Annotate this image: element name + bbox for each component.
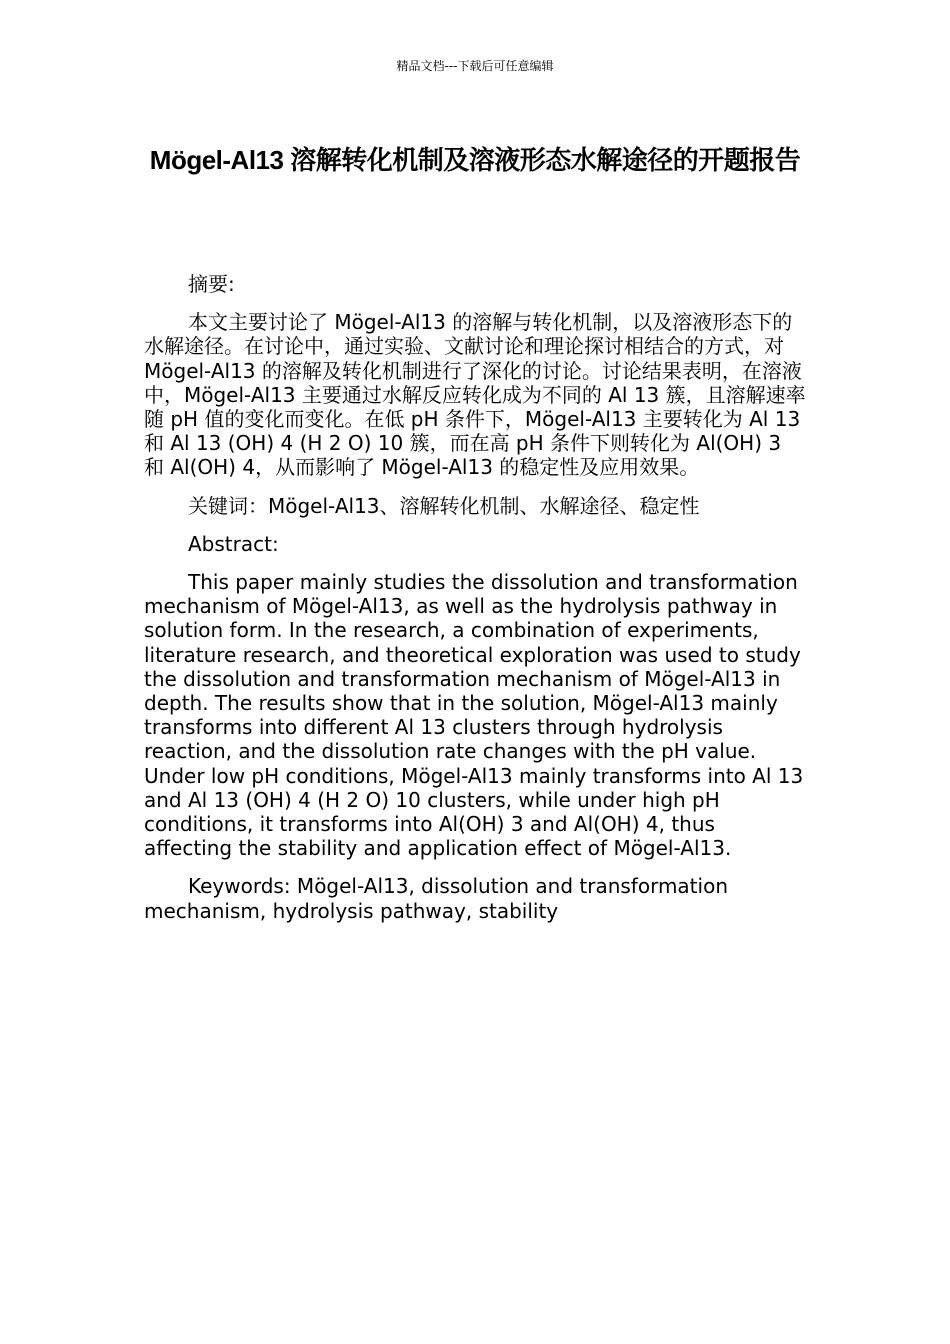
abstract-zh-body: 本文主要讨论了 Mögel-Al13 的溶解与转化机制，以及溶液形态下的水解途径。在讨论中，通过实验、文献讨论和理论探讨相结合的方式，对 Mögel-Al13 的溶解及转化机制进行了深化的讨论。讨论结果表明，在溶液中，Mögel-Al13 主要通过水解反应转化成为不同的 Al 13 簇，且溶解速率随 pH 值的变化而变化。在低 pH 条件下，Mögel-Al13 主要转化为 Al 13 和 Al 13 (OH) 4 (H 2 O) 10 簇，而在高 pH 条件下则转化为 Al(OH) 3 和 Al(OH) 4，从而影响了 Mögel-Al13 的稳定性及应用效果。 [144,310,806,480]
keywords-en: Keywords: Mögel-Al13, dissolution and transformation mechanism, hydrolysis pathway, stability [144,874,728,923]
abstract-en-label: Abstract: [188,531,279,556]
document-body [144,272,806,937]
abstract-en-body: This paper mainly studies the dissolution and transformation mechanism of Mögel-Al13, as well as the hydrolysis pathway in solution form. In the research, a combination of experiments, literature research, and theoretical exploration was used to study the dissolution and transformation mechanism of Mögel-Al13 in depth. The results show that in the solution, Mögel-Al13 mainly transforms into different Al 13 clusters through hydrolysis reaction, and the dissolution rate changes with the pH value. Under low pH conditions, Mögel-Al13 mainly transforms into Al 13 and Al 13 (OH) 4 (H 2 O) 10 clusters, while under high pH conditions, it transforms into Al(OH) 3 and Al(OH) 4, thus affecting the stability and application effect of Mögel-Al13. [144,570,804,861]
header-note: 精品文档---下载后可任意编辑 [396,59,554,73]
keywords-zh: 关键词：Mögel-Al13、溶解转化机制、水解途径、稳定性 [188,493,700,518]
abstract-zh-label: 摘要: [188,272,235,296]
document-title: Mögel-Al13 溶解转化机制及溶液形态水解途径的开题报告 [149,145,801,175]
